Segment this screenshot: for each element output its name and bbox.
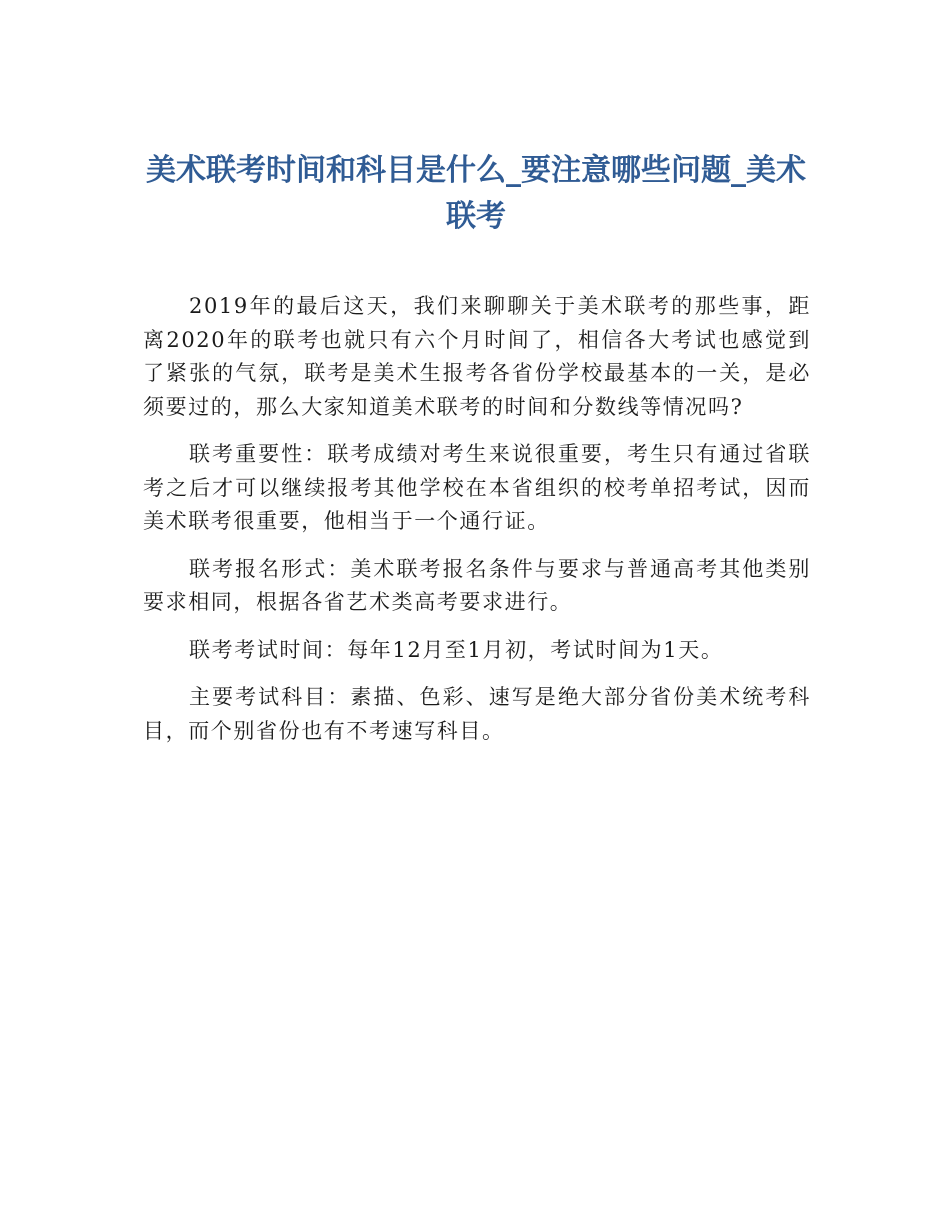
registration-paragraph: 联考报名形式：美术联考报名条件与要求与普通高考其他类别要求相同，根据各省艺术类高考要求进行。 — [143, 556, 811, 614]
importance-paragraph: 联考重要性：联考成绩对考生来说很重要，考生只有通过省联考之后才可以继续报考其他学校在本省组织的校考单招考试，因而美术联考很重要，他相当于一个通行证。 — [143, 442, 811, 533]
exam-subjects-paragraph: 主要考试科目：素描、色彩、速写是绝大部分省份美术统考科目，而个别省份也有不考速写科目。 — [143, 685, 811, 743]
document-title: 美术联考时间和科目是什么_要注意哪些问题_美术联考 — [146, 153, 806, 234]
document-body — [143, 290, 811, 762]
exam-time-paragraph: 联考考试时间：每年12月至1月初，考试时间为1天。 — [189, 637, 724, 662]
intro-paragraph: 2019年的最后这天，我们来聊聊关于美术联考的那些事，距离2020年的联考也就只有六个月时间了，相信各大考试也感觉到了紧张的气氛，联考是美术生报考各省份学校最基本的一关，是必须要过的，那么大家知道美术联考的时间和分数线等情况吗? — [143, 294, 811, 419]
